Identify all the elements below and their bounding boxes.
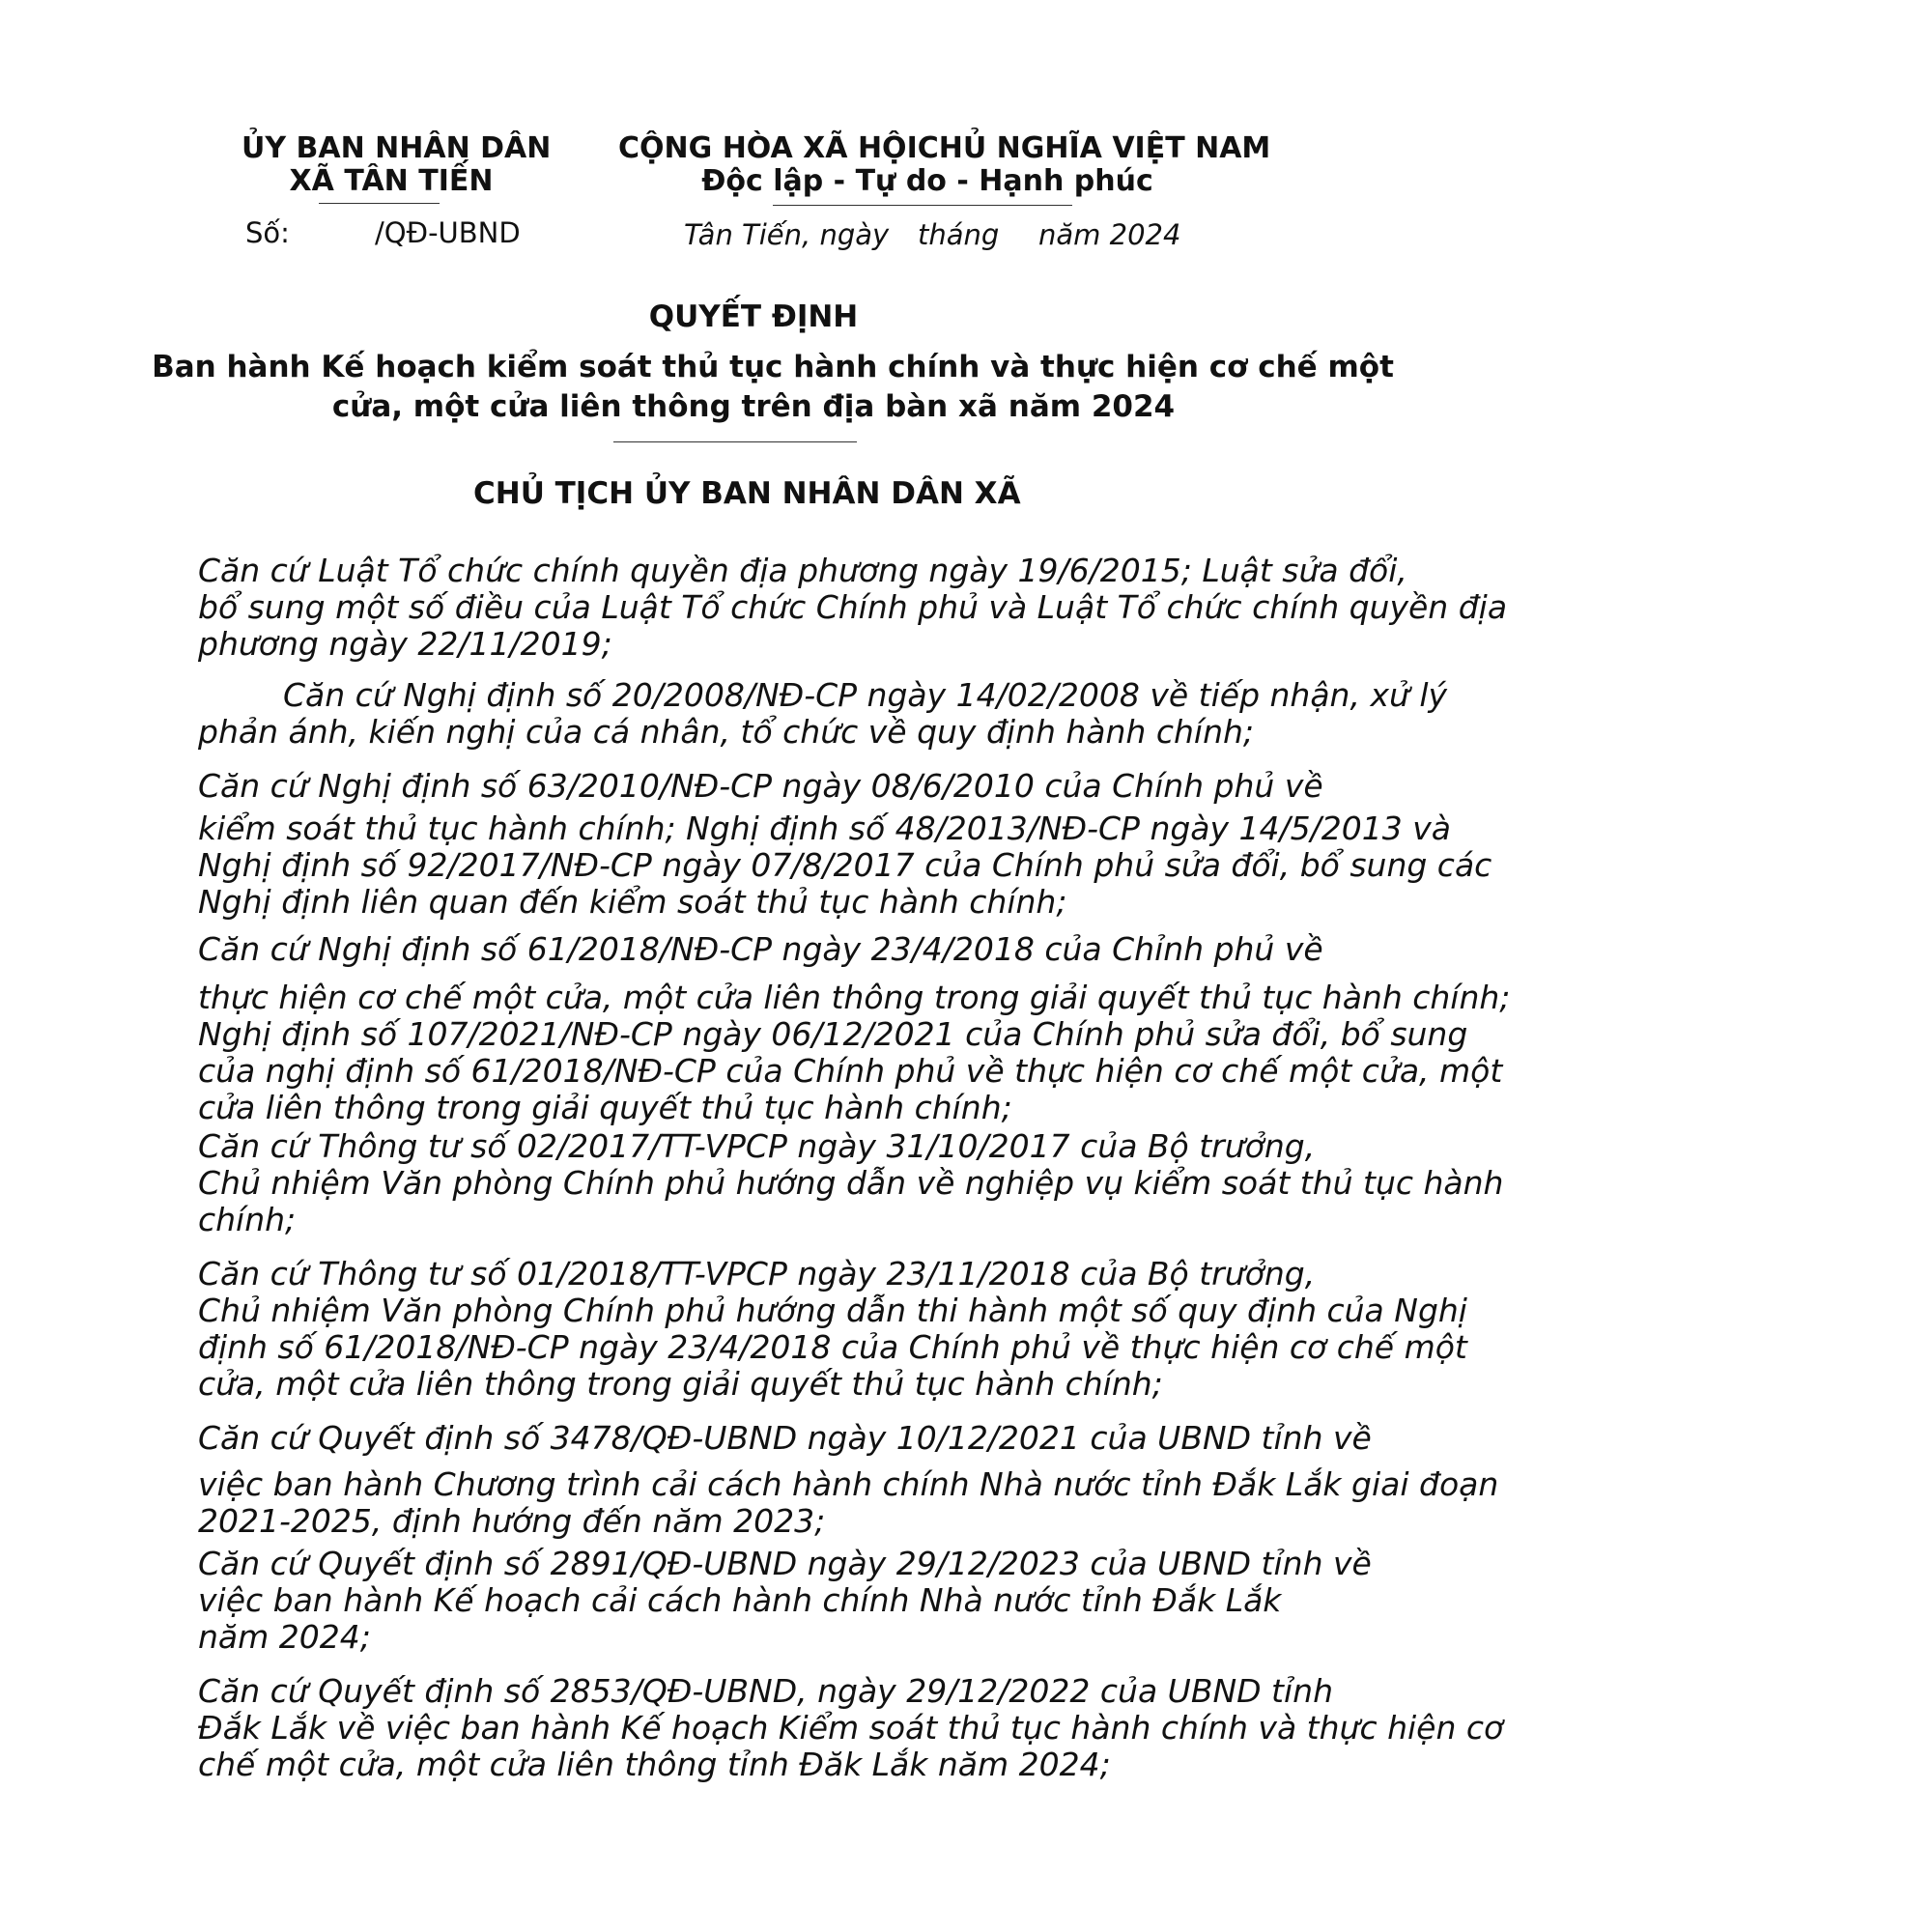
agency-name-line2: XÃ TÂN TIẾN <box>289 164 494 198</box>
legal-basis-line: Căn cứ Quyết định số 3478/QĐ-UBND ngày 10/12/2021 của UBND tỉnh về <box>198 1419 1372 1457</box>
date-month: tháng <box>918 218 1000 251</box>
title-underline <box>613 441 857 442</box>
document-number-suffix: /QĐ-UBND <box>375 216 521 249</box>
agency-name-line1: ỦY BAN NHÂN DÂN <box>242 131 552 165</box>
legal-basis-4 <box>198 931 1510 1126</box>
legal-basis-line: phản ánh, kiến nghị của cá nhân, tổ chức về quy định hành chính; <box>198 713 1255 751</box>
legal-basis-line: thực hiện cơ chế một cửa, một cửa liên thông trong giải quyết thủ tục hành chính; <box>198 979 1511 1016</box>
legal-basis-line: bổ sung một số điều của Luật Tổ chức Chính phủ và Luật Tổ chức chính quyền địa <box>198 588 1508 626</box>
legal-basis-line: việc ban hành Chương trình cải cách hành chính Nhà nước tỉnh Đắk Lắk giai đoạn <box>198 1465 1499 1503</box>
legal-basis-line: Căn cứ Nghị định số 20/2008/NĐ-CP ngày 14/02/2008 về tiếp nhận, xử lý <box>283 676 1448 714</box>
legal-basis-line: 2021-2025, định hướng đến năm 2023; <box>198 1502 826 1540</box>
date-year: năm 2024 <box>1038 218 1181 251</box>
legal-basis-8 <box>198 1546 1372 1656</box>
legal-basis-line: chính; <box>198 1201 297 1238</box>
legal-basis-3 <box>198 768 1492 921</box>
agency-underline <box>319 203 440 204</box>
legal-basis-line: Căn cứ Quyết định số 2891/QĐ-UBND ngày 29/12/2023 của UBND tỉnh về <box>198 1545 1372 1582</box>
date-place: Tân Tiến, ngày <box>684 218 890 251</box>
legal-basis-line: chế một cửa, một cửa liên thông tỉnh Đăk Lắk năm 2024; <box>198 1746 1111 1783</box>
issuing-authority: CHỦ TỊCH ỦY BAN NHÂN DÂN XÃ <box>473 476 1021 511</box>
legal-basis-line: kiểm soát thủ tục hành chính; Nghị định số 48/2013/NĐ-CP ngày 14/5/2013 và <box>198 810 1451 847</box>
legal-basis-line: Nghị định số 107/2021/NĐ-CP ngày 06/12/2021 của Chính phủ sửa đổi, bổ sung <box>198 1015 1468 1053</box>
legal-basis-line: cửa liên thông trong giải quyết thủ tục hành chính; <box>198 1089 1012 1126</box>
legal-basis-line: Nghị định số 92/2017/NĐ-CP ngày 07/8/2017 của Chính phủ sửa đổi, bổ sung các <box>198 846 1492 884</box>
document-subtitle-line2: cửa, một cửa liên thông trên địa bàn xã năm 2024 <box>331 389 1176 424</box>
legal-basis-line: Căn cứ Quyết định số 2853/QĐ-UBND, ngày 29/12/2022 của UBND tỉnh <box>198 1672 1333 1710</box>
legal-basis-line: Đắk Lắk về việc ban hành Kế hoạch Kiểm soát thủ tục hành chính và thực hiện cơ <box>198 1709 1504 1747</box>
nation-motto: Độc lập - Tự do - Hạnh phúc <box>701 164 1153 198</box>
legal-basis-line: Căn cứ Nghị định số 61/2018/NĐ-CP ngày 23/4/2018 của Chỉnh phủ về <box>198 930 1323 968</box>
legal-basis-line: Căn cứ Luật Tổ chức chính quyền địa phương ngày 19/6/2015; Luật sửa đổi, <box>198 552 1407 589</box>
legal-basis-line: Nghị định liên quan đến kiểm soát thủ tục hành chính; <box>198 883 1067 921</box>
document-subtitle-line1: Ban hành Kế hoạch kiểm soát thủ tục hành chính và thực hiện cơ chế một <box>152 350 1394 384</box>
legal-basis-line: của nghị định số 61/2018/NĐ-CP của Chính phủ về thực hiện cơ chế một cửa, một <box>198 1052 1503 1090</box>
legal-basis-5 <box>198 1128 1503 1238</box>
legal-basis-line: năm 2024; <box>198 1618 371 1656</box>
legal-basis-line: Chủ nhiệm Văn phòng Chính phủ hướng dẫn thi hành một số quy định của Nghị <box>198 1292 1467 1329</box>
nation-name: CỘNG HÒA XÃ HỘICHỦ NGHĨA VIỆT NAM <box>618 131 1271 165</box>
motto-underline <box>773 205 1072 206</box>
legal-basis-line: định số 61/2018/NĐ-CP ngày 23/4/2018 của Chính phủ về thực hiện cơ chế một <box>198 1328 1467 1366</box>
legal-basis-2 <box>198 677 1447 751</box>
legal-basis-line: phương ngày 22/11/2019; <box>198 625 612 663</box>
legal-basis-9 <box>198 1673 1503 1783</box>
legal-basis-line: việc ban hành Kế hoạch cải cách hành chính Nhà nước tỉnh Đắk Lắk <box>198 1581 1282 1619</box>
legal-basis-1 <box>198 553 1507 663</box>
legal-basis-line: Căn cứ Thông tư số 02/2017/TT-VPCP ngày 31/10/2017 của Bộ trưởng, <box>198 1127 1316 1165</box>
legal-basis-line: Căn cứ Thông tư số 01/2018/TT-VPCP ngày 23/11/2018 của Bộ trưởng, <box>198 1255 1316 1293</box>
legal-basis-line: Căn cứ Nghị định số 63/2010/NĐ-CP ngày 08/6/2010 của Chính phủ về <box>198 767 1323 805</box>
legal-basis-line: Chủ nhiệm Văn phòng Chính phủ hướng dẫn về nghiệp vụ kiểm soát thủ tục hành <box>198 1164 1504 1202</box>
legal-basis-line: cửa, một cửa liên thông trong giải quyết thủ tục hành chính; <box>198 1365 1163 1403</box>
document-number-label: Số: <box>245 216 290 249</box>
legal-basis-6 <box>198 1256 1467 1403</box>
document-title: QUYẾT ĐỊNH <box>648 299 859 334</box>
legal-basis-7 <box>198 1420 1498 1540</box>
